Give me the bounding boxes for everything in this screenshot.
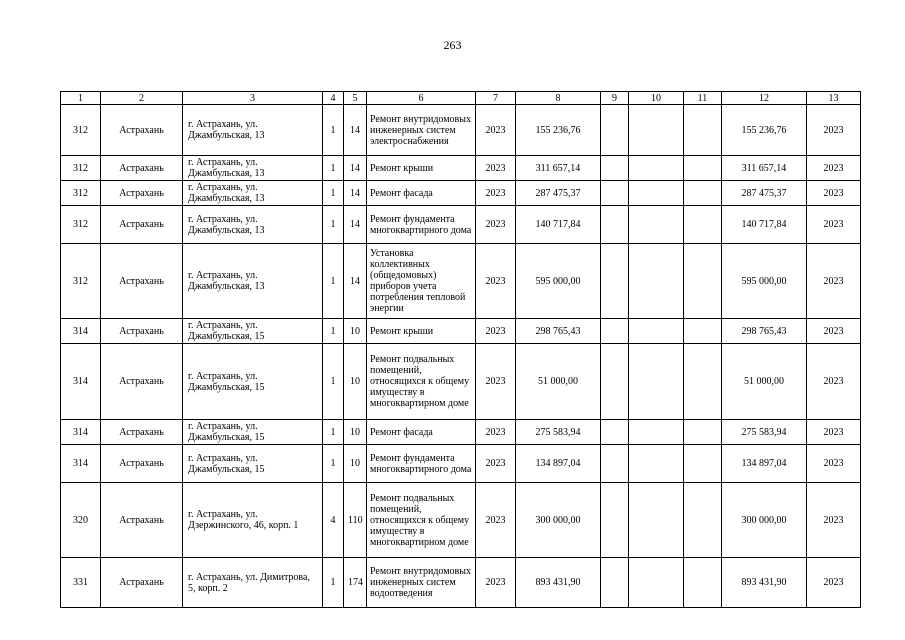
work-type: Ремонт внутридомовых инженерных систем водоотведения	[367, 558, 476, 608]
cell-10	[629, 558, 684, 608]
column-header: 9	[601, 92, 629, 105]
column-header: 13	[807, 92, 861, 105]
cell-9	[601, 558, 629, 608]
cell-5: 110	[344, 483, 367, 558]
work-type: Ремонт внутридомовых инженерных систем электроснабжения	[367, 105, 476, 156]
completion-year: 2023	[807, 420, 861, 445]
column-header: 6	[367, 92, 476, 105]
address: г. Астрахань, ул. Джамбульская, 15	[183, 319, 323, 344]
cell-10	[629, 319, 684, 344]
city: Астрахань	[101, 181, 183, 206]
table-row	[61, 420, 861, 445]
cell-9	[601, 483, 629, 558]
cell-5: 14	[344, 244, 367, 319]
year: 2023	[476, 420, 516, 445]
cost: 155 236,76	[516, 105, 601, 156]
city: Астрахань	[101, 105, 183, 156]
column-header: 8	[516, 92, 601, 105]
work-type: Ремонт подвальных помещений, относящихся к общему имуществу в многоквартирном доме	[367, 344, 476, 420]
table-row	[61, 156, 861, 181]
cell-10	[629, 181, 684, 206]
cell-11	[684, 105, 722, 156]
cell-4: 1	[323, 181, 344, 206]
year: 2023	[476, 181, 516, 206]
year: 2023	[476, 558, 516, 608]
year: 2023	[476, 483, 516, 558]
completion-year: 2023	[807, 156, 861, 181]
cell-10	[629, 206, 684, 244]
cell-4: 1	[323, 105, 344, 156]
cell-5: 10	[344, 445, 367, 483]
address: г. Астрахань, ул. Джамбульская, 15	[183, 445, 323, 483]
cell-4: 1	[323, 445, 344, 483]
row-number: 331	[61, 558, 101, 608]
total: 300 000,00	[722, 483, 807, 558]
row-number: 312	[61, 244, 101, 319]
cell-10	[629, 156, 684, 181]
city: Астрахань	[101, 244, 183, 319]
cost: 595 000,00	[516, 244, 601, 319]
city: Астрахань	[101, 445, 183, 483]
row-number: 314	[61, 344, 101, 420]
cell-4: 1	[323, 558, 344, 608]
cost: 140 717,84	[516, 206, 601, 244]
address: г. Астрахань, ул. Димитрова, 5, корп. 2	[183, 558, 323, 608]
address: г. Астрахань, ул. Джамбульская, 15	[183, 344, 323, 420]
completion-year: 2023	[807, 181, 861, 206]
cost: 134 897,04	[516, 445, 601, 483]
cell-11	[684, 558, 722, 608]
cell-5: 10	[344, 420, 367, 445]
work-type: Ремонт фасада	[367, 420, 476, 445]
table-row	[61, 105, 861, 156]
table-row	[61, 558, 861, 608]
completion-year: 2023	[807, 483, 861, 558]
year: 2023	[476, 206, 516, 244]
cell-9	[601, 244, 629, 319]
cell-9	[601, 181, 629, 206]
cell-4: 1	[323, 156, 344, 181]
cell-11	[684, 445, 722, 483]
cell-11	[684, 206, 722, 244]
work-type: Ремонт крыши	[367, 319, 476, 344]
cell-5: 10	[344, 319, 367, 344]
cell-9	[601, 344, 629, 420]
row-number: 312	[61, 206, 101, 244]
cell-5: 14	[344, 206, 367, 244]
table-row	[61, 244, 861, 319]
cost: 300 000,00	[516, 483, 601, 558]
year: 2023	[476, 344, 516, 420]
column-header: 10	[629, 92, 684, 105]
cost: 298 765,43	[516, 319, 601, 344]
completion-year: 2023	[807, 344, 861, 420]
work-type: Ремонт подвальных помещений, относящихся к общему имуществу в многоквартирном доме	[367, 483, 476, 558]
year: 2023	[476, 244, 516, 319]
cell-4: 1	[323, 344, 344, 420]
cell-5: 14	[344, 156, 367, 181]
column-header: 11	[684, 92, 722, 105]
cell-9	[601, 445, 629, 483]
year: 2023	[476, 156, 516, 181]
city: Астрахань	[101, 483, 183, 558]
table-row	[61, 181, 861, 206]
page-number: 263	[443, 38, 462, 52]
row-number: 314	[61, 319, 101, 344]
total: 140 717,84	[722, 206, 807, 244]
city: Астрахань	[101, 206, 183, 244]
completion-year: 2023	[807, 445, 861, 483]
column-header: 12	[722, 92, 807, 105]
work-type: Ремонт крыши	[367, 156, 476, 181]
completion-year: 2023	[807, 558, 861, 608]
column-header: 4	[323, 92, 344, 105]
column-header: 5	[344, 92, 367, 105]
total: 287 475,37	[722, 181, 807, 206]
address: г. Астрахань, ул. Дзержинского, 46, корп. 1	[183, 483, 323, 558]
address: г. Астрахань, ул. Джамбульская, 13	[183, 206, 323, 244]
cost: 893 431,90	[516, 558, 601, 608]
row-number: 312	[61, 105, 101, 156]
cost: 275 583,94	[516, 420, 601, 445]
cell-11	[684, 319, 722, 344]
cell-10	[629, 105, 684, 156]
cell-9	[601, 156, 629, 181]
cell-11	[684, 420, 722, 445]
cell-4: 1	[323, 420, 344, 445]
completion-year: 2023	[807, 244, 861, 319]
cell-9	[601, 206, 629, 244]
column-header: 1	[61, 92, 101, 105]
year: 2023	[476, 445, 516, 483]
row-number: 314	[61, 445, 101, 483]
table-row	[61, 206, 861, 244]
total: 51 000,00	[722, 344, 807, 420]
table-row	[61, 445, 861, 483]
work-type: Ремонт фасада	[367, 181, 476, 206]
cell-10	[629, 244, 684, 319]
total: 595 000,00	[722, 244, 807, 319]
cell-11	[684, 181, 722, 206]
row-number: 312	[61, 181, 101, 206]
cell-4: 1	[323, 206, 344, 244]
cell-11	[684, 483, 722, 558]
city: Астрахань	[101, 156, 183, 181]
header-row	[61, 92, 861, 105]
total: 298 765,43	[722, 319, 807, 344]
works-table	[60, 91, 861, 608]
table-row	[61, 483, 861, 558]
cell-9	[601, 420, 629, 445]
row-number: 312	[61, 156, 101, 181]
cell-4: 1	[323, 244, 344, 319]
cell-11	[684, 244, 722, 319]
cell-10	[629, 483, 684, 558]
completion-year: 2023	[807, 105, 861, 156]
address: г. Астрахань, ул. Джамбульская, 13	[183, 181, 323, 206]
cell-5: 10	[344, 344, 367, 420]
cell-11	[684, 344, 722, 420]
total: 311 657,14	[722, 156, 807, 181]
city: Астрахань	[101, 344, 183, 420]
address: г. Астрахань, ул. Джамбульская, 13	[183, 156, 323, 181]
cell-5: 174	[344, 558, 367, 608]
city: Астрахань	[101, 420, 183, 445]
cell-4: 1	[323, 319, 344, 344]
work-type: Установка коллективных (общедомовых) приборов учета потребления тепловой энергии	[367, 244, 476, 319]
city: Астрахань	[101, 558, 183, 608]
address: г. Астрахань, ул. Джамбульская, 15	[183, 420, 323, 445]
work-type: Ремонт фундамента многоквартирного дома	[367, 206, 476, 244]
cell-9	[601, 319, 629, 344]
cell-10	[629, 344, 684, 420]
cell-10	[629, 445, 684, 483]
cost: 51 000,00	[516, 344, 601, 420]
row-number: 314	[61, 420, 101, 445]
cost: 287 475,37	[516, 181, 601, 206]
total: 275 583,94	[722, 420, 807, 445]
column-header: 2	[101, 92, 183, 105]
work-type: Ремонт фундамента многоквартирного дома	[367, 445, 476, 483]
address: г. Астрахань, ул. Джамбульская, 13	[183, 244, 323, 319]
cell-9	[601, 105, 629, 156]
address: г. Астрахань, ул. Джамбульская, 13	[183, 105, 323, 156]
row-number: 320	[61, 483, 101, 558]
total: 134 897,04	[722, 445, 807, 483]
column-header: 3	[183, 92, 323, 105]
column-header: 7	[476, 92, 516, 105]
completion-year: 2023	[807, 319, 861, 344]
table-row	[61, 319, 861, 344]
total: 155 236,76	[722, 105, 807, 156]
table-row	[61, 344, 861, 420]
total: 893 431,90	[722, 558, 807, 608]
cell-5: 14	[344, 181, 367, 206]
cell-5: 14	[344, 105, 367, 156]
city: Астрахань	[101, 319, 183, 344]
cost: 311 657,14	[516, 156, 601, 181]
cell-4: 4	[323, 483, 344, 558]
completion-year: 2023	[807, 206, 861, 244]
cell-11	[684, 156, 722, 181]
year: 2023	[476, 319, 516, 344]
cell-10	[629, 420, 684, 445]
year: 2023	[476, 105, 516, 156]
